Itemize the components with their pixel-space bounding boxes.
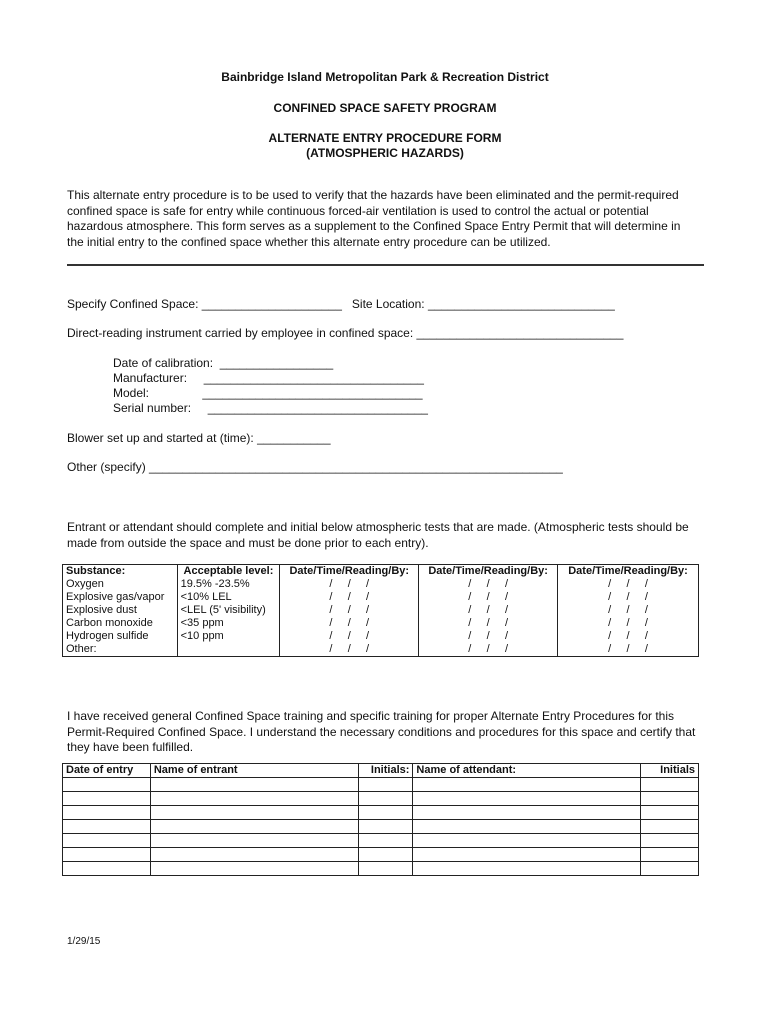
form-subtitle: (ATMOSPHERIC HAZARDS) (306, 146, 464, 160)
manufacturer-field: Manufacturer: _________________________________ (113, 371, 424, 385)
signature-blank-cell[interactable] (413, 778, 641, 792)
signature-blank-cell[interactable] (359, 820, 413, 834)
program-title: CONFINED SPACE SAFETY PROGRAM (273, 101, 497, 115)
tests-header-row (63, 565, 699, 579)
reading-cell[interactable]: / / / (280, 630, 419, 643)
district-name: Bainbridge Island Metropolitan Park & Recreation District (221, 70, 549, 84)
model-field: Model: _________________________________ (113, 386, 423, 400)
signature-blank-cell[interactable] (63, 834, 151, 848)
signature-blank-cell[interactable] (359, 862, 413, 876)
reading-cell[interactable]: / / / (280, 591, 419, 604)
table-row (63, 834, 699, 848)
instrument-field: Direct-reading instrument carried by employee in confined space: _______________________________ (67, 326, 624, 340)
signature-blank-cell[interactable] (63, 806, 151, 820)
table-row (63, 630, 699, 643)
substance-cell: Explosive dust (63, 604, 178, 617)
signature-blank-cell[interactable] (359, 848, 413, 862)
level-cell: 19.5% -23.5% (177, 578, 280, 591)
signature-header-cell: Initials: (359, 764, 413, 778)
substance-cell: Explosive gas/vapor (63, 591, 178, 604)
signature-blank-cell[interactable] (641, 848, 699, 862)
reading-cell[interactable]: / / / (280, 617, 419, 630)
table-row (63, 862, 699, 876)
divider (67, 264, 704, 266)
signature-blank-cell[interactable] (359, 806, 413, 820)
signature-blank-cell[interactable] (63, 848, 151, 862)
table-row (63, 792, 699, 806)
reading-cell[interactable]: / / / (280, 643, 419, 657)
signature-header-cell: Name of entrant (150, 764, 359, 778)
signature-header-cell: Initials (641, 764, 699, 778)
signature-blank-cell[interactable] (413, 848, 641, 862)
signature-blank-cell[interactable] (150, 792, 359, 806)
signature-blank-cell[interactable] (413, 806, 641, 820)
signature-blank-cell[interactable] (63, 792, 151, 806)
reading-cell[interactable]: / / / (419, 578, 558, 591)
substance-cell: Oxygen (63, 578, 178, 591)
tests-header-cell: Date/Time/Reading/By: (419, 565, 558, 579)
signature-blank-cell[interactable] (359, 792, 413, 806)
table-row (63, 806, 699, 820)
table-row (63, 617, 699, 630)
signature-blank-cell[interactable] (150, 806, 359, 820)
reading-cell[interactable]: / / / (558, 643, 699, 657)
signature-blank-cell[interactable] (413, 834, 641, 848)
signature-blank-cell[interactable] (413, 820, 641, 834)
table-row (63, 578, 699, 591)
form-title: ALTERNATE ENTRY PROCEDURE FORM (268, 131, 502, 145)
signature-blank-cell[interactable] (641, 834, 699, 848)
signature-header-row (63, 764, 699, 778)
reading-cell[interactable]: / / / (280, 604, 419, 617)
footer-date: 1/29/15 (67, 936, 101, 947)
tests-header-cell: Date/Time/Reading/By: (558, 565, 699, 579)
signature-blank-cell[interactable] (359, 778, 413, 792)
space-location-field: Specify Confined Space: _____________________ Site Location: ____________________________ (67, 297, 615, 311)
reading-cell[interactable]: / / / (558, 578, 699, 591)
signature-blank-cell[interactable] (63, 820, 151, 834)
tests-instructions: Entrant or attendant should complete and initial below atmospheric tests that are made. (Atmospheric tests should be made from outside the space and must be done prior to each entry). (67, 520, 689, 550)
other-field: Other (specify) ______________________________________________________________ (67, 460, 563, 474)
signature-blank-cell[interactable] (63, 778, 151, 792)
level-cell: <LEL (5' visibility) (177, 604, 280, 617)
table-row (63, 778, 699, 792)
reading-cell[interactable]: / / / (558, 604, 699, 617)
reading-cell[interactable]: / / / (558, 630, 699, 643)
substance-cell: Other: (63, 643, 178, 657)
signature-blank-cell[interactable] (150, 820, 359, 834)
signature-table (62, 763, 699, 876)
reading-cell[interactable]: / / / (419, 591, 558, 604)
signature-header-cell: Date of entry (63, 764, 151, 778)
signature-blank-cell[interactable] (641, 806, 699, 820)
signature-header-cell: Name of attendant: (413, 764, 641, 778)
signature-blank-cell[interactable] (150, 834, 359, 848)
certification-paragraph: I have received general Confined Space training and specific training for proper Alternate Entry Procedures for this Permit-Required Confined Space. I understand the necessary conditions and procedures for this space and certify that they have been fulfilled. (67, 709, 696, 754)
level-cell: <10 ppm (177, 630, 280, 643)
reading-cell[interactable]: / / / (558, 617, 699, 630)
reading-cell[interactable]: / / / (558, 591, 699, 604)
signature-blank-cell[interactable] (641, 820, 699, 834)
signature-blank-cell[interactable] (150, 778, 359, 792)
signature-blank-cell[interactable] (641, 792, 699, 806)
reading-cell[interactable]: / / / (419, 630, 558, 643)
serial-field: Serial number: _________________________________ (113, 401, 428, 415)
level-cell: <10% LEL (177, 591, 280, 604)
signature-blank-cell[interactable] (413, 862, 641, 876)
intro-paragraph: This alternate entry procedure is to be used to verify that the hazards have been eliminated and the permit-required confined space is safe for entry while continuous forced-air ventilation is used to control the actual or potential hazardous atmosphere. This form serves as a supplement to the Confined Space Entry Permit that will determine in the initial entry to the confined space whether this alternate entry procedure can be utilized. (67, 188, 681, 249)
signature-blank-cell[interactable] (641, 862, 699, 876)
blower-field: Blower set up and started at (time): ___________ (67, 431, 331, 445)
table-row (63, 848, 699, 862)
table-row (63, 591, 699, 604)
signature-blank-cell[interactable] (413, 792, 641, 806)
signature-blank-cell[interactable] (359, 834, 413, 848)
signature-blank-cell[interactable] (150, 862, 359, 876)
signature-blank-cell[interactable] (63, 862, 151, 876)
reading-cell[interactable]: / / / (419, 643, 558, 657)
level-cell: <35 ppm (177, 617, 280, 630)
level-cell (177, 643, 280, 657)
reading-cell[interactable]: / / / (419, 604, 558, 617)
table-row (63, 820, 699, 834)
table-row (63, 604, 699, 617)
signature-blank-cell[interactable] (641, 778, 699, 792)
tests-header-cell: Date/Time/Reading/By: (280, 565, 419, 579)
table-row (63, 643, 699, 657)
reading-cell[interactable]: / / / (419, 617, 558, 630)
reading-cell[interactable]: / / / (280, 578, 419, 591)
atmospheric-tests-table (62, 564, 699, 657)
tests-header-cell: Acceptable level: (177, 565, 280, 579)
substance-cell: Hydrogen sulfide (63, 630, 178, 643)
substance-cell: Carbon monoxide (63, 617, 178, 630)
calibration-field: Date of calibration: _________________ (113, 356, 334, 370)
signature-blank-cell[interactable] (150, 848, 359, 862)
tests-header-cell: Substance: (63, 565, 178, 579)
